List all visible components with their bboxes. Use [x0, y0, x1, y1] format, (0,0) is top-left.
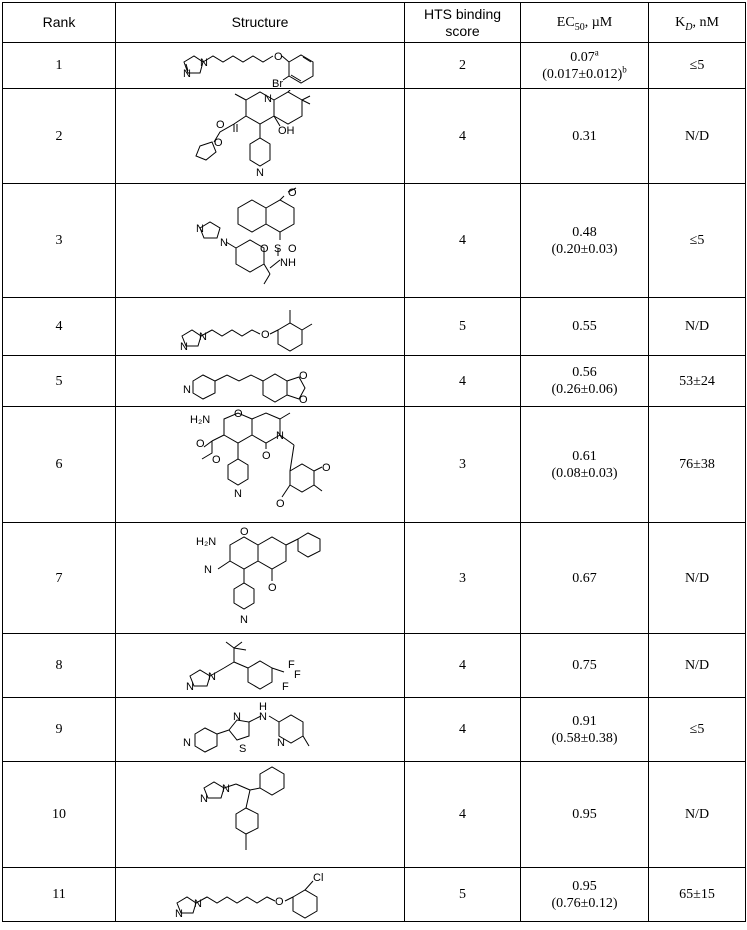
atom-label: S	[274, 242, 282, 255]
atom-label: Cl	[313, 871, 324, 884]
ec50-value: 0.95	[572, 807, 597, 822]
ec50-range: (0.017±0.012)	[542, 66, 623, 82]
atom-label: N	[234, 487, 242, 500]
atom-label: N	[222, 782, 230, 795]
rank-cell: 8	[3, 634, 116, 698]
hts-score-cell: 4	[405, 762, 521, 868]
atom-label: O	[288, 242, 297, 255]
hts-score-cell: 4	[405, 184, 521, 298]
ec50-range: (0.08±0.03)	[551, 465, 618, 481]
table-row	[3, 523, 746, 634]
hts-score-cell: 5	[405, 298, 521, 356]
structure-cell	[116, 43, 405, 89]
compound-3-structure	[180, 186, 340, 296]
compound-11-structure	[165, 869, 355, 921]
ec50-cell	[521, 89, 649, 184]
ec50-range: (0.20±0.03)	[551, 241, 618, 257]
ec50-range: (0.58±0.38)	[551, 730, 618, 746]
rank-cell: 3	[3, 184, 116, 298]
hts-header-line2: score	[445, 22, 480, 39]
table-row	[3, 43, 746, 89]
kd-header-prefix: K	[675, 15, 686, 30]
atom-label: N	[204, 564, 212, 576]
table-row	[3, 634, 746, 698]
table-row	[3, 89, 746, 184]
table-row	[3, 184, 746, 298]
compound-1-structure	[170, 44, 350, 88]
kd-cell: N/D	[649, 298, 746, 356]
structure-cell	[116, 89, 405, 184]
atom-label: N	[183, 67, 191, 80]
hts-score-header	[405, 3, 521, 43]
atom-label: H	[259, 700, 267, 713]
ec50-cell	[521, 298, 649, 356]
kd-cell: N/D	[649, 523, 746, 634]
table-row	[3, 356, 746, 407]
atom-label: O	[260, 242, 269, 255]
compound-2-structure	[180, 90, 340, 182]
compound-4-structure	[170, 300, 350, 354]
atom-label: N	[196, 222, 204, 235]
atom-label: O	[299, 394, 308, 405]
rank-cell: 9	[3, 698, 116, 762]
kd-cell: N/D	[649, 762, 746, 868]
atom-label: OH	[278, 125, 295, 137]
atom-label: O	[240, 526, 249, 538]
compound-8-structure	[170, 636, 350, 696]
structure-cell	[116, 356, 405, 407]
atom-label: O	[196, 437, 205, 450]
atom-label: N	[186, 680, 194, 693]
rank-header: Rank	[3, 3, 116, 43]
atom-label: N	[259, 710, 267, 723]
hts-header-line1: HTS binding	[423, 5, 502, 22]
kd-cell: 76±38	[649, 407, 746, 523]
hts-score-cell: 2	[405, 43, 521, 89]
atom-label: F	[282, 680, 289, 693]
footnote-marker: b	[622, 63, 627, 74]
compound-6-structure	[170, 409, 350, 521]
ec50-cell	[521, 762, 649, 868]
atom-label: O	[214, 137, 223, 149]
kd-cell: 65±15	[649, 868, 746, 922]
structure-cell	[116, 762, 405, 868]
kd-cell: N/D	[649, 89, 746, 184]
ec50-value: 0.91	[572, 713, 597, 729]
header-row	[3, 3, 746, 43]
atom-label: O	[276, 497, 285, 510]
rank-cell: 10	[3, 762, 116, 868]
atom-label: O	[274, 50, 283, 63]
kd-header-suffix: , nM	[692, 15, 719, 30]
kd-header-sub: D	[685, 21, 693, 33]
ec50-cell	[521, 184, 649, 298]
ec50-value: 0.61	[572, 448, 597, 464]
kd-header	[649, 3, 746, 43]
compound-10-structure	[180, 764, 340, 866]
structure-cell	[116, 634, 405, 698]
atom-label: O	[288, 186, 297, 199]
atom-label: H₂N	[196, 536, 217, 548]
table-row	[3, 407, 746, 523]
structure-cell	[116, 698, 405, 762]
ec50-value: 0.56	[572, 365, 597, 380]
structure-cell	[116, 868, 405, 922]
rank-cell: 4	[3, 298, 116, 356]
rank-cell: 2	[3, 89, 116, 184]
ec50-range: (0.26±0.06)	[551, 382, 618, 397]
ec50-cell	[521, 523, 649, 634]
ec50-header-prefix: EC	[556, 15, 575, 30]
atom-label: NH	[280, 256, 296, 269]
kd-cell: N/D	[649, 634, 746, 698]
kd-cell: ≤5	[649, 698, 746, 762]
ec50-cell	[521, 698, 649, 762]
atom-label: O	[212, 453, 221, 466]
footnote-marker: a	[594, 46, 599, 57]
atom-label: N	[240, 614, 248, 626]
rank-cell: 7	[3, 523, 116, 634]
kd-cell: ≤5	[649, 43, 746, 89]
kd-cell: 53±24	[649, 356, 746, 407]
structure-cell	[116, 523, 405, 634]
atom-label: N	[183, 736, 191, 749]
atom-label: O	[216, 119, 225, 131]
ec50-cell	[521, 407, 649, 523]
atom-label: N	[199, 330, 207, 343]
atom-label: N	[208, 670, 216, 683]
kd-cell: ≤5	[649, 184, 746, 298]
ec50-range: (0.76±0.12)	[551, 895, 618, 911]
ec50-value: 0.07	[570, 49, 595, 65]
atom-label: N	[277, 736, 285, 749]
atom-label: N	[175, 907, 183, 920]
ec50-cell	[521, 43, 649, 89]
compound-9-structure	[175, 700, 345, 760]
table-row	[3, 762, 746, 868]
structure-header: Structure	[116, 3, 405, 43]
ec50-header	[521, 3, 649, 43]
atom-label: O	[234, 408, 243, 420]
hts-score-cell: 3	[405, 407, 521, 523]
structure-cell	[116, 184, 405, 298]
table-row	[3, 868, 746, 922]
rank-cell: 1	[3, 43, 116, 89]
atom-label: O	[275, 895, 284, 908]
rank-cell: 5	[3, 356, 116, 407]
atom-label: H₂N	[190, 413, 211, 426]
rank-cell: 6	[3, 407, 116, 523]
table-row	[3, 698, 746, 762]
compound-7-structure	[180, 525, 340, 631]
ec50-value: 0.67	[572, 570, 597, 586]
atom-label: N	[256, 167, 264, 179]
atom-label: N	[180, 340, 188, 353]
atom-label: N	[264, 93, 272, 105]
hts-score-cell: 4	[405, 634, 521, 698]
ec50-value: 0.31	[572, 128, 597, 144]
ec50-value: 0.55	[572, 319, 597, 334]
atom-label: N	[194, 897, 202, 910]
atom-label: O	[262, 449, 271, 462]
hts-score-cell: 5	[405, 868, 521, 922]
ec50-cell	[521, 356, 649, 407]
hts-score-cell: 4	[405, 89, 521, 184]
ec50-value: 0.95	[572, 878, 597, 894]
structure-cell	[116, 407, 405, 523]
ec50-header-suffix: , µM	[584, 15, 613, 30]
atom-label: S	[239, 742, 247, 755]
atom-label: N	[200, 792, 208, 805]
atom-label: F	[288, 658, 295, 671]
atom-label: O	[261, 328, 270, 341]
ec50-value: 0.48	[572, 224, 597, 240]
atom-label: N	[183, 384, 191, 396]
atom-label: N	[276, 429, 284, 442]
structure-cell	[116, 298, 405, 356]
ec50-value: 0.75	[572, 658, 597, 673]
atom-label: F	[294, 668, 301, 681]
ec50-header-sub: 50	[574, 21, 585, 33]
atom-label: O	[322, 461, 331, 474]
table-row	[3, 298, 746, 356]
compound-table	[2, 2, 746, 922]
ec50-cell	[521, 634, 649, 698]
atom-label: O	[268, 582, 277, 594]
atom-label: N	[200, 56, 208, 69]
atom-label: N	[220, 236, 228, 249]
compound-5-structure	[175, 357, 345, 405]
hts-score-cell: 4	[405, 698, 521, 762]
atom-label: Br	[272, 77, 283, 88]
rank-cell: 11	[3, 868, 116, 922]
atom-label: O	[299, 370, 308, 382]
atom-label: N	[233, 710, 241, 723]
hts-score-cell: 4	[405, 356, 521, 407]
hts-score-cell: 3	[405, 523, 521, 634]
ec50-cell	[521, 868, 649, 922]
